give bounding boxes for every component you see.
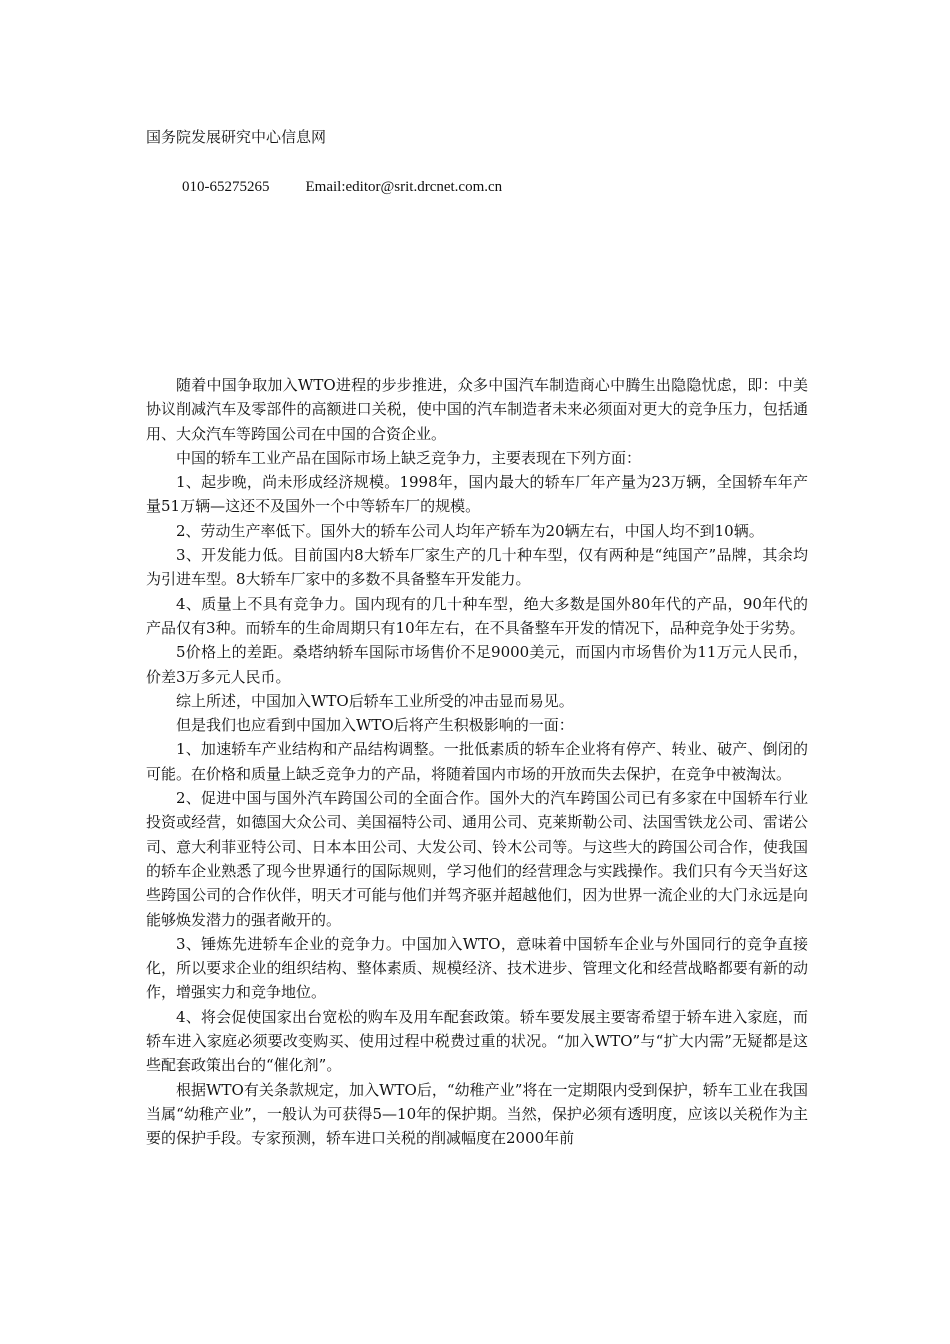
- article-body: [146, 373, 808, 1151]
- paragraph: 4、将会促使国家出台宽松的购车及用车配套政策。轿车要发展主要寄希望于轿车进入家庭，而轿车进入家庭必须要改变购买、使用过程中税费过重的状况。“加入WTO”与“扩大内需”无疑都是这些配套政策出台的“催化剂”。: [146, 1007, 808, 1075]
- paragraph: 3、开发能力低。目前国内8大轿车厂家生产的几十种车型，仅有两种是“纯国产”品牌，其余均为引进车型。8大轿车厂家中的多数不具备整车开发能力。: [146, 546, 808, 589]
- paragraph: 5价格上的差距。桑塔纳轿车国际市场售价不足9000美元，而国内市场售价为11万元人民币，价差3万多元人民币。: [146, 643, 808, 686]
- contact-email: Email:editor@srit.drcnet.com.cn: [305, 179, 503, 195]
- paragraph: 中国的轿车工业产品在国际市场上缺乏竞争力，主要表现在下列方面：: [176, 448, 642, 467]
- paragraph: 1、起步晚，尚未形成经济规模。1998年，国内最大的轿车厂年产量为23万辆，全国轿车年产量51万辆—这还不及国外一个中等轿车厂的规模。: [146, 473, 808, 516]
- contact-phone: 010-65275265: [182, 179, 270, 195]
- paragraph: 随着中国争取加入WTO进程的步步推进，众多中国汽车制造商心中腾生出隐隐忧虑，即：中美协议削减汽车及零部件的高额进口关税，使中国的汽车制造者未来必须面对更大的竞争压力，包括通用、大众汽车等跨国公司在中国的合资企业。: [146, 376, 808, 443]
- paragraph: 根据WTO有关条款规定，加入WTO后，“幼稚产业”将在一定期限内受到保护，轿车工业在我国当属“幼稚产业”，一般认为可获得5—10年的保护期。当然，保护必须有透明度，应该以关税作为主要的保护手段。专家预测，轿车进口关税的削减幅度在2000年前: [146, 1080, 808, 1148]
- paragraph: 4、质量上不具有竞争力。国内现有的几十种车型，绝大多数是国外80年代的产品，90年代的产品仅有3种。而轿车的生命周期只有10年左右，在不具备整车开发的情况下，品种竞争处于劣势。: [146, 594, 808, 637]
- paragraph: 2、促进中国与国外汽车跨国公司的全面合作。国外大的汽车跨国公司已有多家在中国轿车行业投资或经营，如德国大众公司、美国福特公司、通用公司、克莱斯勒公司、法国雪铁龙公司、雷诺公司、意大利菲亚特公司、日本本田公司、大发公司、铃木公司等。与这些大的跨国公司合作，使我国的轿车企业熟悉了现今世界通行的国际规则，学习他们的经营理念与实践操作。我们只有今天当好这些跨国公司的合作伙伴，明天才可能与他们并驾齐驱并超越他们，因为世界一流企业的大门永远是向能够焕发潜力的强者敞开的。: [146, 789, 808, 929]
- paragraph: 但是我们也应看到中国加入WTO后将产生积极影响的一面：: [176, 716, 574, 735]
- paragraph: 2、劳动生产率低下。国外大的轿车公司人均年产轿车为20辆左右，中国人均不到10辆。: [176, 521, 764, 540]
- paragraph: 综上所述，中国加入WTO后轿车工业所受的冲击显而易见。: [176, 691, 574, 710]
- paragraph: 3、锤炼先进轿车企业的竞争力。中国加入WTO，意味着中国轿车企业与外国同行的竞争直接化，所以要求企业的组织结构、整体素质、规模经济、技术进步、管理文化和经营战略都要有新的动作，增强实力和竞争地位。: [146, 934, 808, 1002]
- header-contact: [182, 177, 502, 197]
- header-organization: 国务院发展研究中心信息网: [146, 128, 327, 146]
- paragraph: 1、加速轿车产业结构和产品结构调整。一批低素质的轿车企业将有停产、转业、破产、倒闭的可能。在价格和质量上缺乏竞争力的产品，将随着国内市场的开放而失去保护，在竞争中被淘汰。: [146, 740, 808, 783]
